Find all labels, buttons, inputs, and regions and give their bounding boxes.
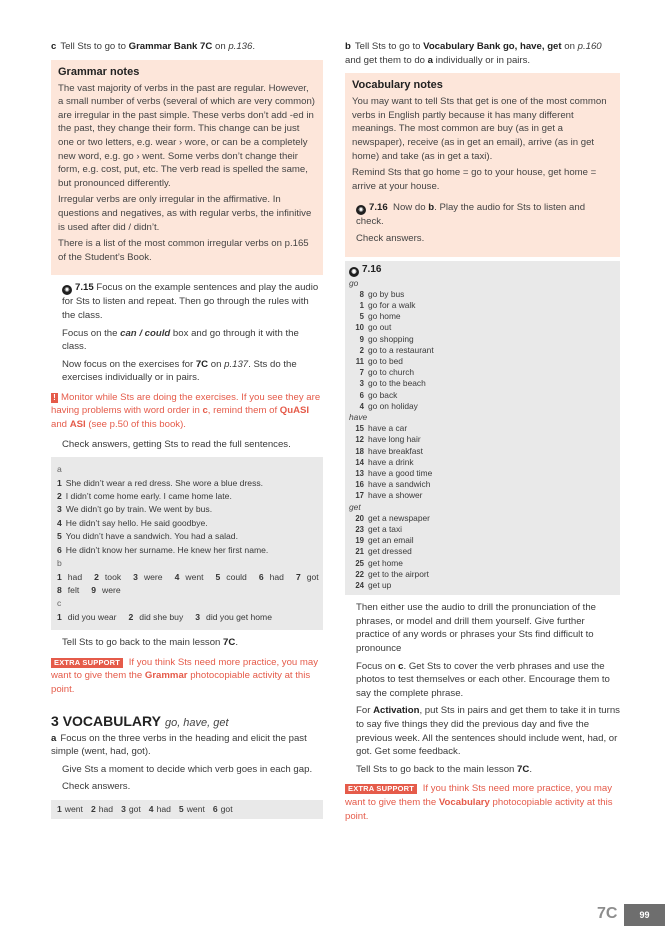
answer-text: had — [98, 803, 114, 814]
back-to-main-1: Tell Sts to go back to the main lesson 7C. — [62, 637, 238, 649]
answer-item — [195, 612, 278, 622]
vocab-item — [349, 558, 614, 569]
answer-text: went — [186, 803, 205, 814]
vocab-phrase: have a drink — [368, 456, 414, 467]
vocab-item — [349, 378, 614, 389]
answer-text: felt — [67, 584, 80, 595]
vocab-group-name: go — [349, 277, 359, 288]
answer-number: 1 — [57, 571, 62, 582]
warning-icon: ! — [51, 393, 58, 403]
answer-item — [259, 572, 290, 582]
vocab-group-name: have — [349, 411, 368, 422]
vocab-item — [349, 322, 614, 333]
answer-row — [57, 503, 317, 516]
answer-text: took — [104, 571, 122, 582]
vocab-item — [349, 423, 614, 434]
vocab-phrase: go to bed — [368, 355, 403, 366]
vocab-phrase: go back — [368, 389, 398, 400]
answer-number: 3 — [121, 803, 126, 814]
vocab-number: 23 — [355, 525, 364, 534]
vocab-phrase: go home — [368, 311, 401, 322]
answer-text: could — [226, 571, 247, 582]
audio-715-block: ◉ 7.15 Focus on the example sentences and play the audio for Sts to listen and repeat. Then go through the rules with the class. Focus on the can / could box and go through it with the class. Now focus on the exercises for 7C on p.137. Sts do the exercises individually or in pairs. — [62, 282, 319, 384]
vocab-number: 3 — [359, 379, 364, 389]
answer-number: 5 — [215, 571, 221, 582]
answer-number: 6 — [212, 803, 218, 814]
vocab-answer — [149, 804, 171, 814]
vocab-item — [349, 513, 614, 524]
vocab-phrase: go to the beach — [368, 378, 426, 389]
grammar-notes-p1: The vast majority of verbs in the past are regular. However, a small number of verbs (several of which are very common) are irregular in the past simple. These verbs don’t add -ed in the past, they change their form. This change can be just one or two letters, e.g. wear › wore, or can be a completely new word, e.g. go › went. Some verbs don’t change their form, e.g. cost, put, etc. The verb read is spelled the same, but pronounced differently. — [58, 82, 315, 189]
vocab-number: 18 — [355, 446, 364, 456]
answer-row — [57, 544, 317, 557]
answer-text: went — [185, 571, 204, 582]
answer-text: He didn’t know her surname. He knew her first name. — [65, 544, 269, 555]
vocab-item — [349, 300, 614, 311]
answer-row — [57, 517, 317, 530]
answer-text: got — [306, 571, 319, 582]
vocab-phrase: get dressed — [368, 546, 412, 557]
vocab-number: 22 — [355, 569, 364, 579]
vocab-phrase: have a car — [368, 423, 408, 434]
vocab-number: 2 — [359, 345, 364, 355]
vocab-item — [349, 367, 614, 378]
answer-number: 3 — [57, 504, 62, 515]
vocab-number: 11 — [355, 356, 364, 366]
vocab-phrase: have a sandwich — [368, 479, 431, 490]
answer-number: 4 — [174, 571, 180, 582]
answer-number: 3 — [133, 571, 138, 582]
answer-item — [57, 572, 88, 582]
vocab-number: 14 — [355, 457, 364, 467]
vocab-item — [349, 434, 614, 445]
vocab-item — [349, 446, 614, 457]
vocab-item — [349, 401, 614, 412]
vocab-number: 8 — [359, 289, 364, 299]
answer-number: 7 — [295, 571, 301, 582]
answer-text: had — [269, 571, 284, 582]
vocab-answer — [121, 804, 141, 814]
answer-number: 5 — [178, 803, 184, 814]
answer-text: I didn’t come home early. I came home late. — [65, 491, 232, 502]
answer-item — [216, 572, 253, 582]
vocab-step-a-p2: Give Sts a moment to decide which verb goes in each gap. — [62, 763, 313, 775]
answer-line — [57, 584, 317, 597]
vocab-phrase: get an email — [368, 535, 414, 546]
vocab-number: 21 — [355, 547, 364, 557]
answer-number: 2 — [94, 571, 99, 582]
extra-support-grammar: EXTRA SUPPORT If you think Sts need more practice, you may want to give them the Grammar photocopiable activity at this point. — [51, 656, 319, 695]
check-answers-full: Check answers, getting Sts to read the full sentences. — [62, 438, 291, 450]
vocab-number: 16 — [355, 480, 364, 490]
vocab-number: 4 — [359, 401, 364, 411]
answer-number: 8 — [57, 584, 62, 595]
vocab-answer — [213, 804, 233, 814]
vocab-phrase: have a shower — [368, 490, 423, 501]
vocab-number: 20 — [355, 513, 364, 523]
vocab-number: 13 — [355, 468, 364, 478]
answer-item — [94, 572, 127, 582]
vocab-number: 6 — [359, 390, 364, 400]
vocabulary-heading: 3 VOCABULARY go, have, get — [51, 712, 229, 729]
unit-code: 7C — [597, 905, 618, 922]
vocab-item — [349, 569, 614, 580]
vocab-item — [349, 546, 614, 557]
vocab-number: 12 — [355, 435, 364, 445]
grammar-notes-box — [51, 60, 323, 276]
answer-line — [57, 571, 317, 584]
extra-support-vocab: EXTRA SUPPORT If you think Sts need more practice, you may want to give them the Vocabulary photocopiable activity at this point. — [345, 783, 613, 822]
answer-text: were — [143, 571, 163, 582]
vocab-group-name: get — [349, 501, 361, 512]
vocab-item — [349, 479, 614, 490]
answer-number: 3 — [195, 611, 201, 622]
answer-text: did you wear — [67, 611, 117, 622]
answer-text: You didn’t have a sandwich. You had a salad. — [65, 531, 238, 542]
vocab-item — [349, 311, 614, 322]
answer-line — [57, 611, 317, 624]
vocab-item — [349, 535, 614, 546]
answer-item — [57, 612, 123, 622]
vocab-notes-title: Vocabulary notes — [352, 79, 443, 92]
answer-number: 1 — [57, 477, 62, 488]
vocab-phrase: have breakfast — [368, 445, 423, 456]
answer-number: 4 — [57, 517, 62, 528]
vocab-phrase: go shopping — [368, 333, 414, 344]
audio-icon[interactable]: ◉ — [349, 267, 359, 277]
answer-row — [57, 490, 317, 503]
grammar-notes-title: Grammar notes — [58, 65, 140, 78]
answer-number: 2 — [90, 803, 96, 814]
answer-text: got — [128, 803, 141, 814]
answer-item — [129, 612, 190, 622]
vocab-phrase: go on holiday — [368, 400, 418, 411]
vocab-phrase: get up — [368, 580, 392, 591]
vocab-item — [349, 457, 614, 468]
step-c: c Tell Sts to go to Grammar Bank 7C on p.136. — [51, 41, 256, 52]
right-column — [345, 40, 620, 823]
answers-b-list — [57, 571, 317, 598]
grammar-answers-box: a 1 She didn’t wear a red dress. She wore a blue dress. 2 I didn’t come home early. I came home late. 3 We didn’t go by train. We went by bus. 4 He didn’t say hello. He said goodbye. 5 You didn’t have a sandwich. You had a salad. 6 He didn’t know her surname. He knew her first name. b 1 had 2 took 3 were 4 went 5 could 6 had 7 got 8 felt 9 were c 1 did you wear 2 did she buy 3 did you get home — [51, 457, 323, 630]
vocab-phrase: go for a walk — [368, 299, 416, 310]
answer-number: 6 — [57, 544, 62, 555]
answer-text: did she buy — [139, 611, 184, 622]
vocab-number: 15 — [355, 424, 364, 434]
after-list-block: Then either use the audio to drill the pronunciation of the phrases, or model and drill them yourself. Give further practice of any words or phrases your Sts find difficult to pronounce Focus on c. Get Sts to cover the verb phrases and use the photos to test themselves or each other. Encourage them to say the complete phrase. For Activation, put Sts in pairs and get them to take it in turns to say five things they did the previous day and five the previous week. All the sentences should include went, had, or got. Get some feedback. Tell Sts to go back to the main lesson 7C. — [356, 602, 620, 775]
vocab-phrase: go out — [368, 322, 392, 333]
vocab-phrase: get a taxi — [368, 524, 402, 534]
answer-number: 4 — [148, 803, 154, 814]
answer-number: 6 — [258, 571, 264, 582]
monitor-tip: ! Monitor while Sts are doing the exercises. If you see they are having problems with word order in c, remind them of QuASI and ASI (see p.50 of this book). — [51, 391, 321, 431]
answer-text: had — [67, 571, 83, 582]
step-b: b Tell Sts to go to Vocabulary Bank go, have, get on p.160 and get them to do a individually or in pairs. — [345, 41, 602, 66]
audio-icon[interactable]: ◉ — [356, 205, 366, 215]
vocab-item — [349, 345, 614, 356]
answers-a-list — [57, 477, 317, 557]
answer-item — [296, 572, 325, 582]
vocab-answers-box — [51, 800, 323, 819]
answer-number: 2 — [128, 611, 134, 622]
vocab-step-a: a Focus on the three verbs in the heading and elicit the past simple (went, had, got). — [51, 732, 307, 758]
answer-text: got — [220, 803, 233, 814]
grammar-notes-p2: Irregular verbs are only irregular in the affirmative. In questions and negatives, as with regular verbs, the infinitive is used after did / didn’t. — [58, 194, 312, 233]
answer-text: were — [102, 584, 121, 595]
vocab-number: 10 — [355, 323, 364, 333]
vocab-item — [349, 468, 614, 479]
answer-row — [57, 530, 317, 543]
vocab-number: 7 — [359, 368, 364, 378]
grammar-notes-p3: There is a list of the most common irregular verbs on p.165 of the Student’s Book. — [58, 238, 309, 263]
vocab-phrase: get to the airport — [368, 568, 429, 579]
vocab-item — [349, 580, 614, 591]
vocab-phrase: have a good time — [368, 467, 433, 478]
answer-item — [133, 572, 168, 582]
answer-number: 1 — [57, 611, 62, 622]
extra-support-tag: EXTRA SUPPORT — [345, 784, 417, 794]
answer-text: He didn’t say hello. He said goodbye. — [65, 517, 208, 528]
answers-c-list — [57, 611, 317, 624]
vocab-phrase: go to church — [368, 367, 415, 378]
answer-text: She didn’t wear a red dress. She wore a blue dress. — [65, 477, 264, 488]
answer-text: We didn’t go by train. We went by bus. — [65, 504, 213, 515]
audio-icon[interactable]: ◉ — [62, 285, 72, 295]
vocab-number: 5 — [359, 312, 364, 322]
vocab-step-a-p3: Check answers. — [62, 781, 131, 793]
answer-text: had — [156, 803, 171, 814]
vocab-item — [349, 356, 614, 367]
answer-row — [57, 477, 317, 490]
vocab-number: 24 — [355, 581, 364, 591]
left-column — [51, 40, 323, 819]
answer-text: went — [64, 803, 83, 814]
vocab-list-box: ◉ 7.16 go 8 go by bus 1 go for a walk 5 go home 10 go out 9 go shopping 2 go to a restaurant 11 go to bed 7 go to church 3 go to the beach 6 go back 4 go on holiday have 15 have a car 12 have long hair 18 have breakfast 14 have a drink 13 have a good time 16 have a sandwich 17 have a shower get 20 get a newspaper 23 get a taxi 19 get an email 21 get dressed 25 get home 22 get to the airport 24 get up — [345, 261, 620, 596]
answer-text: did you get home — [206, 611, 272, 622]
answer-number: 2 — [57, 491, 62, 502]
vocab-item — [349, 289, 614, 300]
vocab-answer — [57, 804, 83, 814]
vocab-item — [349, 390, 614, 401]
vocab-item — [349, 334, 614, 345]
extra-support-tag: EXTRA SUPPORT — [51, 658, 123, 668]
vocab-number: 17 — [355, 491, 364, 501]
vocab-number: 25 — [355, 558, 364, 568]
vocab-number: 1 — [359, 300, 364, 310]
vocab-number: 9 — [359, 334, 364, 344]
vocab-number: 19 — [355, 536, 364, 546]
vocab-phrase: get a newspaper — [368, 512, 430, 523]
vocab-item — [349, 524, 614, 535]
vocab-groups — [349, 278, 614, 592]
answer-number: 5 — [57, 531, 62, 542]
answer-item — [175, 572, 210, 582]
vocab-phrase: go to a restaurant — [368, 344, 434, 355]
vocab-notes-box: Vocabulary notes You may want to tell Sts that get is one of the most common verbs in English partly because it has many different meanings. The most common are buy (as in get a newspaper), receive (as in get an email), arrive (as in get home) and take (as in get a taxi). Remind Sts that go home = go to your house, get home = arrive at your house. ◉ 7.16 Now do b. Play the audio for Sts to listen and check. Check answers. — [345, 73, 620, 256]
vocab-phrase: have long hair — [368, 434, 421, 445]
page-number: 99 — [624, 904, 665, 926]
answer-number: 1 — [57, 803, 62, 814]
vocab-item — [349, 490, 614, 501]
vocab-answer — [91, 804, 113, 814]
answer-item — [91, 585, 126, 595]
answer-item — [57, 585, 85, 595]
vocab-phrase: go by bus — [368, 288, 405, 299]
vocab-answer — [179, 804, 205, 814]
vocab-phrase: get home — [368, 557, 403, 568]
answer-number: 9 — [91, 584, 97, 595]
